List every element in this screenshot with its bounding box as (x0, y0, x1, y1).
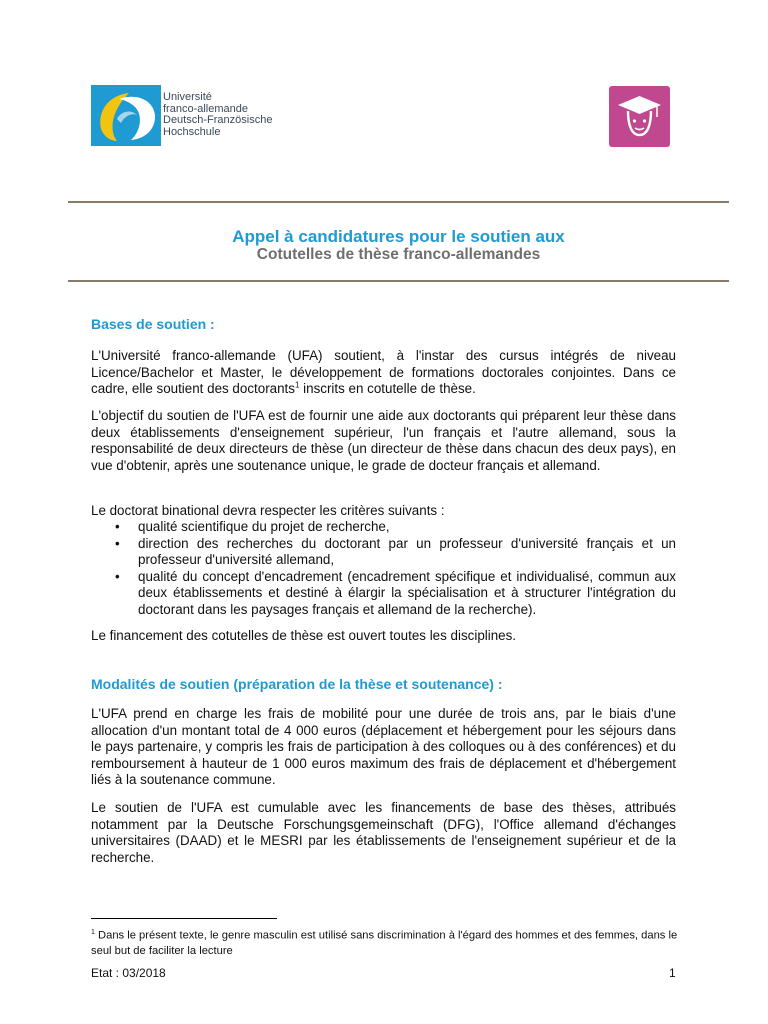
list-item-text: qualité scientifique du projet de recherche, (138, 519, 390, 534)
paragraph-intro-end: inscrits en cotutelle de thèse. (299, 381, 476, 397)
ufa-logo-icon (91, 85, 161, 146)
list-item (91, 519, 676, 536)
page-title: Appel à candidatures pour le soutien aux (232, 227, 565, 246)
header-divider (68, 201, 729, 203)
bullet-icon: • (115, 519, 120, 534)
paragraph-criteria-intro: Le doctorat binational devra respecter les critères suivants : (91, 503, 445, 518)
list-item-text: qualité du concept d'encadrement (encadrement spécifique et individualisé, commun aux deux établissements et destiné à élargir la spécialisation et à structurer l'intégration du doctorant dans les paysages français et allemand de la recherche). (138, 568, 676, 617)
title-divider (68, 280, 729, 282)
bullet-icon: • (115, 568, 120, 584)
footnote-ref: 1 (294, 380, 300, 390)
paragraph-objective: L'objectif du soutien de l'UFA est de fournir une aide aux doctorants qui préparent leur thèse dans deux établissements d'enseignement supérieur, l'un français et l'autre allemand, sous la responsabilité de deux directeurs de thèse (un directeur de thèse dans chacun des deux pays), en vue d'obtenir, après une soutenance unique, le grade de docteur français et allemand. (91, 408, 676, 473)
logo-line: Deutsch-Französische (163, 114, 273, 126)
footnote-text: Dans le présent texte, le genre masculin est utilisé sans discrimination à l'égard des hommes et des femmes, dans le seul but de faciliter la lecture (91, 929, 678, 957)
logo-line: franco-allemande (163, 102, 248, 115)
bullet-icon: • (115, 535, 120, 551)
paragraph-disciplines: Le financement des cotutelles de thèse est ouvert toutes les disciplines. (91, 628, 517, 643)
footnote-divider (91, 918, 277, 919)
criteria-list (91, 519, 676, 619)
footnote (91, 925, 681, 959)
logo-line: Université (163, 91, 212, 103)
list-item (91, 536, 676, 569)
section-heading-bases: Bases de soutien : (91, 316, 215, 332)
paragraph-intro (91, 348, 676, 398)
footer-state: Etat : 03/2018 (91, 966, 166, 980)
section-heading-modalites: Modalités de soutien (préparation de la thèse et soutenance) : (91, 676, 503, 692)
logo-line: Hochschule (163, 125, 221, 138)
page-number: 1 (669, 966, 676, 980)
paragraph-funding: L'UFA prend en charge les frais de mobilité pour une durée de trois ans, par le biais d'une allocation d'un montant total de 4 000 euros (déplacement et hébergement pour les séjours dans le pays partenaire, y compris les frais de participation à des colloques ou à des conférences) et du remboursement à hauteur de 1 000 euros maximum des frais de déplacement et d'hébergement liés à la soutenance commune. (91, 706, 676, 788)
footnote-mark: 1 (91, 929, 95, 936)
list-item (91, 569, 676, 619)
page-subtitle: Cotutelles de thèse franco-allemandes (256, 246, 541, 263)
paragraph-cumulative: Le soutien de l'UFA est cumulable avec les financements de base des thèses, attribués notamment par la Deutsche Forschungsgemeinschaft (DFG), l'Office allemand d'échanges universitaires (DAAD) et le MESRI par les établissements de l'enseignement supérieur et de la recherche. (91, 800, 676, 865)
paragraph-intro-text: L'Université franco-allemande (UFA) soutient, à l'instar des cursus intégrés de niveau Licence/Bachelor et Master, le développement de formations doctorales conjointes. Dans ce cadre, elle soutient des doctorants (91, 348, 676, 397)
graduate-icon (609, 86, 670, 147)
ufa-logo-text (163, 92, 272, 138)
list-item-text: direction des recherches du doctorant par un professeur d'université français et un professeur d'université allemand, (138, 535, 676, 568)
